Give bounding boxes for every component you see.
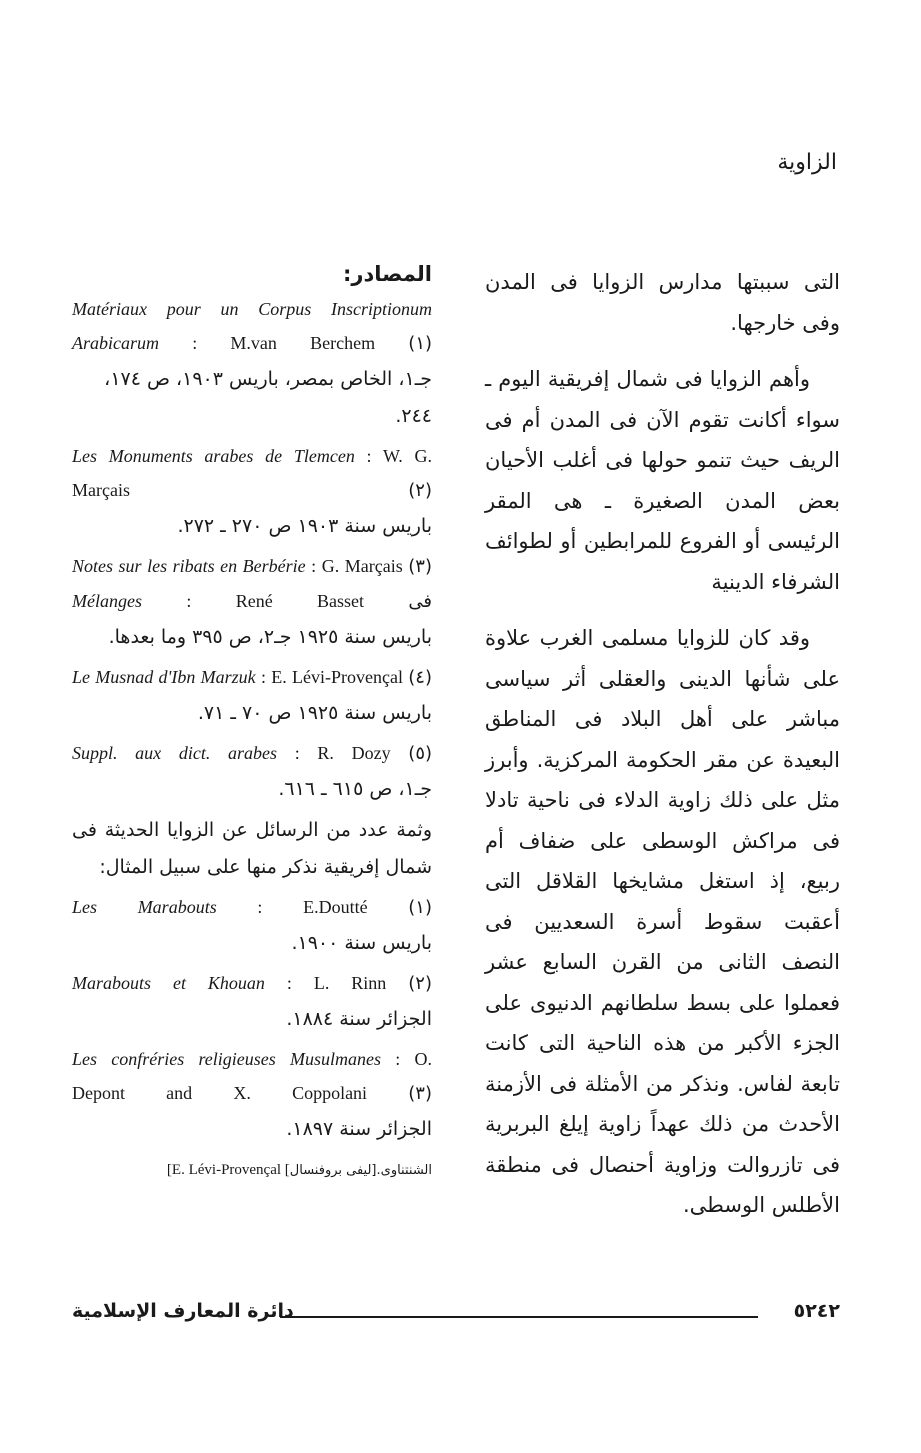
- source-arabic-line: باريس سنة ١٩٢٥ جـ٢، ص ٣٩٥ وما بعدها.: [108, 626, 432, 648]
- sources-heading: المصادر:: [342, 262, 432, 286]
- source-author: O. Depont and X. Coppolani: [72, 1049, 432, 1103]
- source-entry: [72, 549, 432, 656]
- source-latin-line: Le Musnad d'Ibn Marzuk : E. Lévi-Provençal (٤): [72, 667, 432, 688]
- source-arabic-line: باريس سنة ١٩٠٣ ص ٢٧٠ ـ ٢٧٢.: [177, 515, 432, 537]
- source-title: Suppl. aux dict. arabes: [72, 743, 278, 763]
- source-title: Les confréries religieuses Musulmanes: [72, 1049, 382, 1069]
- source-title: Notes sur les ribats en Berbérie: [72, 556, 306, 576]
- source-author: E.Doutté: [303, 897, 368, 917]
- source-number: (٣): [408, 556, 432, 577]
- source-title: Les Monuments arabes de Tlemcen: [72, 446, 355, 466]
- source-in-word: فى: [408, 591, 433, 612]
- page-footer: [72, 1300, 840, 1330]
- source-number: (٤): [408, 667, 432, 688]
- source-latin-line: Marabouts et Khouan : L. Rinn (٢): [72, 973, 432, 994]
- source-latin-line: Notes sur les ribats en Berbérie : G. Marçais (٣) Mélanges : René Basset فى: [72, 556, 433, 612]
- source-title-secondary: Mélanges: [72, 591, 142, 611]
- source-title: Matériaux pour un Corpus Inscriptionum Arabicarum: [72, 299, 432, 353]
- page-header-title: الزاوية: [777, 150, 837, 175]
- source-arabic-line: الجزائر سنة ١٨٩٧.: [286, 1118, 432, 1140]
- source-entry: [72, 736, 432, 808]
- signature-latin: [E. Lévi-Provençal: [166, 1162, 282, 1178]
- source-title: Marabouts et Khouan: [72, 973, 265, 993]
- sources-column: [72, 262, 432, 1179]
- source-entry: [72, 1042, 432, 1148]
- source-author-secondary: René Basset: [235, 591, 365, 611]
- main-text-column: [485, 262, 840, 1226]
- main-paragraph: وأهم الزوايا فى شمال إفريقية اليوم ـ سواء أكانت تقوم الآن فى المدن أم فى الريف حيث تنمو حولها فى أغلب الأحيان بعض المدن الصغيرة ـ هى المقر الرئيسى أو الفروع للمرابطين أو لطوائف الشرفاء الدينية: [485, 367, 840, 594]
- source-number: (٢): [408, 480, 432, 501]
- source-author: R. Dozy: [317, 743, 391, 763]
- source-latin-line: Les confréries religieuses Musulmanes : O. Depont and X. Coppolani (٣): [72, 1049, 432, 1104]
- source-author: W. G. Marçais: [72, 446, 432, 500]
- source-entry: [72, 966, 432, 1038]
- source-title: Les Marabouts: [72, 897, 217, 917]
- source-number: (٥): [408, 743, 433, 764]
- source-arabic-line: باريس سنة ١٩٠٠.: [291, 932, 432, 954]
- source-number: (١): [408, 333, 433, 354]
- page-number: ٥٢٤٢: [793, 1300, 840, 1322]
- source-entry: [72, 292, 432, 435]
- signature-arabic: الشنتناوى.[ليفى بروفنسال: [289, 1163, 432, 1178]
- signature-close: ]: [284, 1162, 290, 1178]
- source-number: (٢): [408, 973, 432, 994]
- main-paragraph: التى سببتها مدارس الزوايا فى المدن وفى خارجها.: [485, 270, 840, 335]
- source-author: L. Rinn: [313, 973, 387, 993]
- source-latin-line: Les Monuments arabes de Tlemcen : W. G. Marçais (٢): [72, 446, 432, 501]
- footer-journal-title: دائرة المعارف الإسلامية: [72, 1300, 294, 1322]
- source-author: G. Marçais: [321, 556, 403, 576]
- source-entry: [72, 890, 432, 962]
- source-author: M.van Berchem: [230, 333, 376, 353]
- source-entry: [72, 439, 432, 545]
- source-latin-line: Les Marabouts : E.Doutté (١): [72, 897, 432, 918]
- source-arabic-line: جـ١، ص ٦١٥ ـ ٦١٦.: [278, 778, 432, 800]
- source-number: (١): [408, 897, 432, 918]
- source-arabic-line: الجزائر سنة ١٨٨٤.: [286, 1008, 432, 1030]
- source-latin-line: Matériaux pour un Corpus Inscriptionum Arabicarum : M.van Berchem (١): [72, 299, 433, 354]
- source-number: (٣): [408, 1083, 432, 1104]
- source-author: E. Lévi-Provençal: [271, 667, 403, 687]
- source-arabic-line: باريس سنة ١٩٢٥ ص ٧٠ ـ ٧١.: [197, 702, 432, 724]
- main-paragraph: وقد كان للزوايا مسلمى الغرب علاوة على شأنها الدينى والعقلى أثر سياسى مباشر على أهل البلاد فى المناطق البعيدة عن مقر الحكومة المركزية. وأبرز مثل على ذلك زاوية الدلاء فى ناحية تادلا فى مراكش الوسطى على ضفاف أم ربيع، إذ استغل مشايخها القلاقل التى أعقبت سقوط أسرة السعديين فى النصف الثانى من القرن السابع عشر فعملوا على بسط سلطانهم الدنيوى على الجزء الأكبر من هذه الناحية التى كانت تابعة لفاس. ونذكر من الأمثلة فى الأزمنة الأحدث من ذلك عهداً زاوية إيلغ البربرية فى تازروالت وزاوية أحنصال فى منطقة الأطلس الوسطى.: [485, 626, 840, 1217]
- source-latin-line: Suppl. aux dict. arabes : R. Dozy (٥): [72, 743, 433, 764]
- article-signature: [72, 1162, 432, 1179]
- source-entry: [72, 660, 432, 732]
- footer-rule: [280, 1316, 758, 1318]
- source-arabic-line: جـ١، الخاص بمصر، باريس ١٩٠٣، ص ١٧٤، ٢٤٤.: [104, 368, 432, 427]
- source-title: Le Musnad d'Ibn Marzuk: [72, 667, 256, 687]
- sources-modern-note: وثمة عدد من الرسائل عن الزوايا الحديثة فى شمال إفريقية نذكر منها على سبيل المثال:: [72, 819, 432, 878]
